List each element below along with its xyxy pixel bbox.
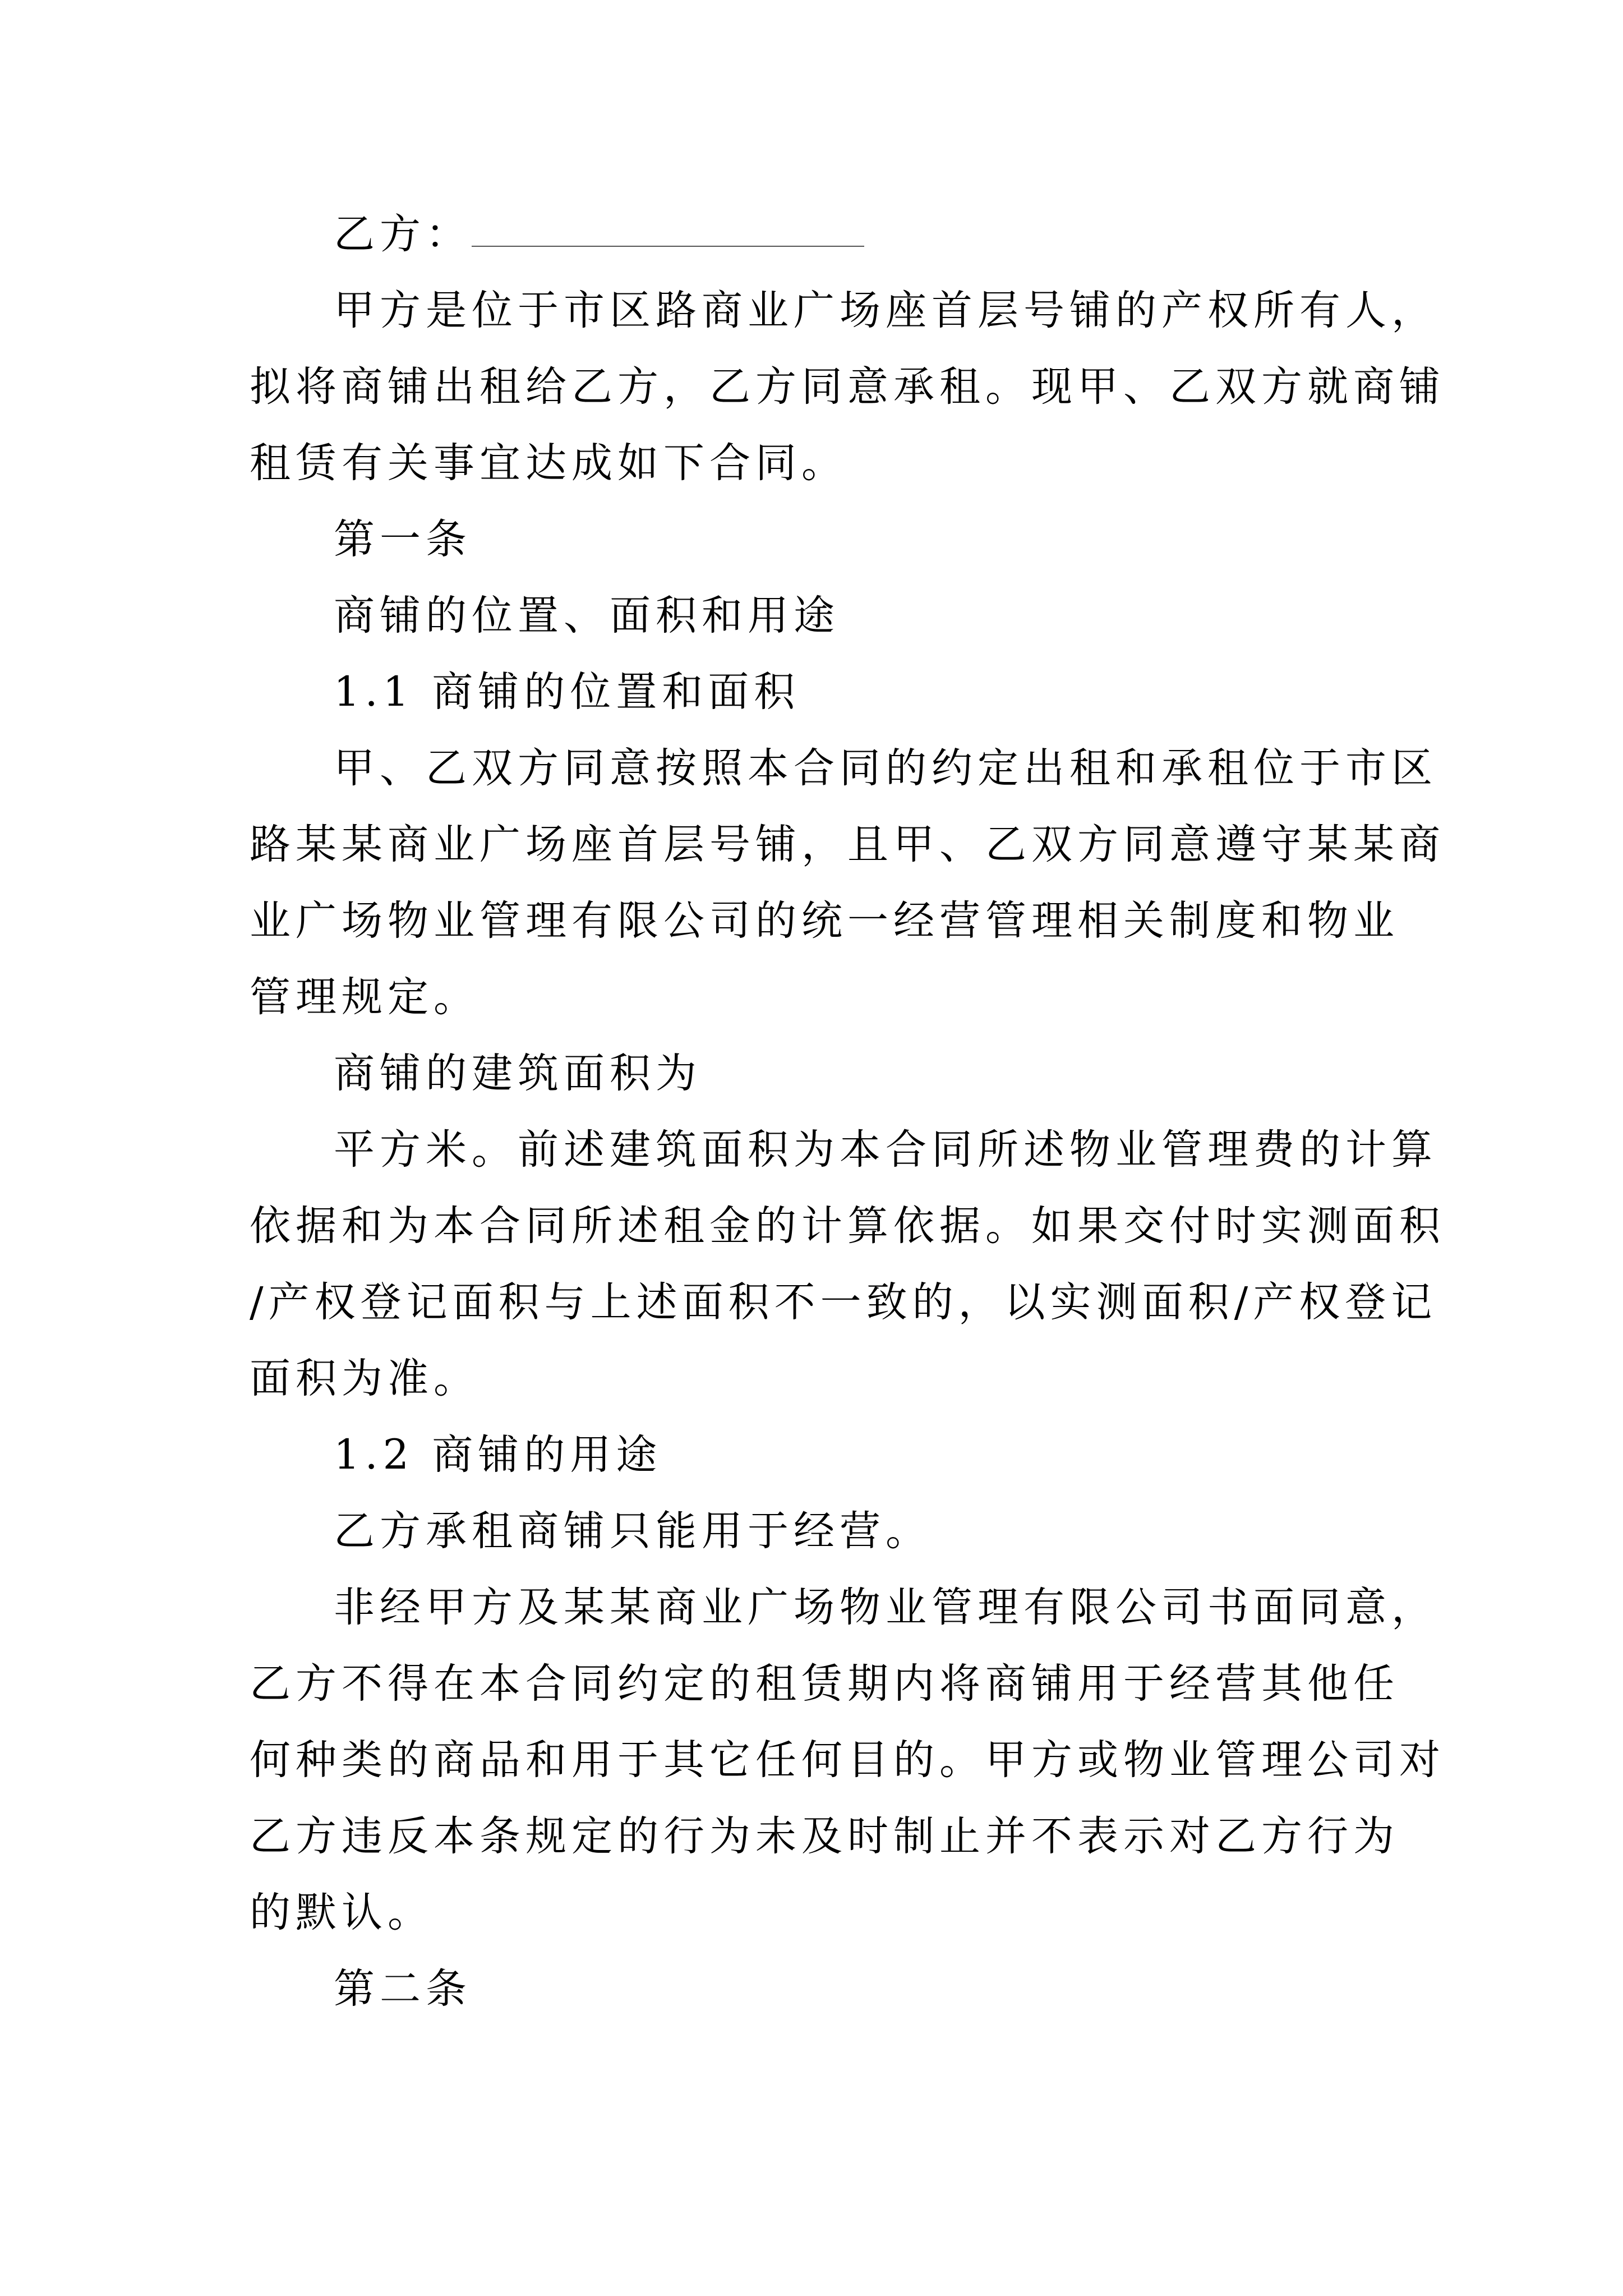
paragraph-line: 面积为准。 (250, 1355, 479, 1402)
subsection-heading: 1.2 商铺的用途 (334, 1431, 662, 1479)
article-heading: 第一条 (334, 516, 472, 563)
paragraph-line: 平方米。前述建筑面积为本合同所述物业管理费的计算 (334, 1126, 1437, 1174)
section-heading: 商铺的位置、面积和用途 (334, 592, 840, 639)
paragraph-line: 乙方违反本条规定的行为未及时制止并不表示对乙方行为 (250, 1812, 1399, 1860)
party-b-label: 乙方： (334, 210, 472, 258)
document-page (250, 196, 1445, 2027)
party-b-line (250, 196, 1382, 273)
paragraph-line: 依据和为本合同所述租金的计算依据。如果交付时实测面积 (250, 1202, 1445, 1250)
paragraph-line: 管理规定。 (250, 973, 479, 1021)
article-heading: 第二条 (334, 1965, 472, 2013)
party-b-blank-field (472, 245, 864, 247)
paragraph-line: 拟将商铺出租给乙方，乙方同意承租。现甲、乙双方就商铺 (250, 363, 1445, 411)
paragraph-line: 的默认。 (250, 1889, 434, 1936)
paragraph-line: 非经甲方及某某商业广场物业管理有限公司书面同意， (334, 1584, 1437, 1631)
paragraph-line: 何种类的商品和用于其它任何目的。甲方或物业管理公司对 (250, 1736, 1445, 1784)
paragraph-line: 乙方承租商铺只能用于经营。 (334, 1507, 932, 1555)
paragraph-line: 租赁有关事宜达成如下合同。 (250, 439, 847, 487)
paragraph-line: /产权登记面积与上述面积不一致的，以实测面积/产权登记 (250, 1278, 1437, 1326)
paragraph-line: 路某某商业广场座首层号铺，且甲、乙双方同意遵守某某商 (250, 821, 1445, 868)
paragraph-line: 业广场物业管理有限公司的统一经营管理相关制度和物业 (250, 897, 1399, 945)
paragraph-line: 甲方是位于市区路商业广场座首层号铺的产权所有人， (334, 287, 1437, 334)
paragraph-line: 商铺的建筑面积为 (334, 1050, 702, 1097)
paragraph-line: 乙方不得在本合同约定的租赁期内将商铺用于经营其他任 (250, 1660, 1399, 1708)
paragraph-line: 甲、乙双方同意按照本合同的约定出租和承租位于市区 (334, 744, 1437, 792)
subsection-heading: 1.1 商铺的位置和面积 (334, 668, 800, 716)
